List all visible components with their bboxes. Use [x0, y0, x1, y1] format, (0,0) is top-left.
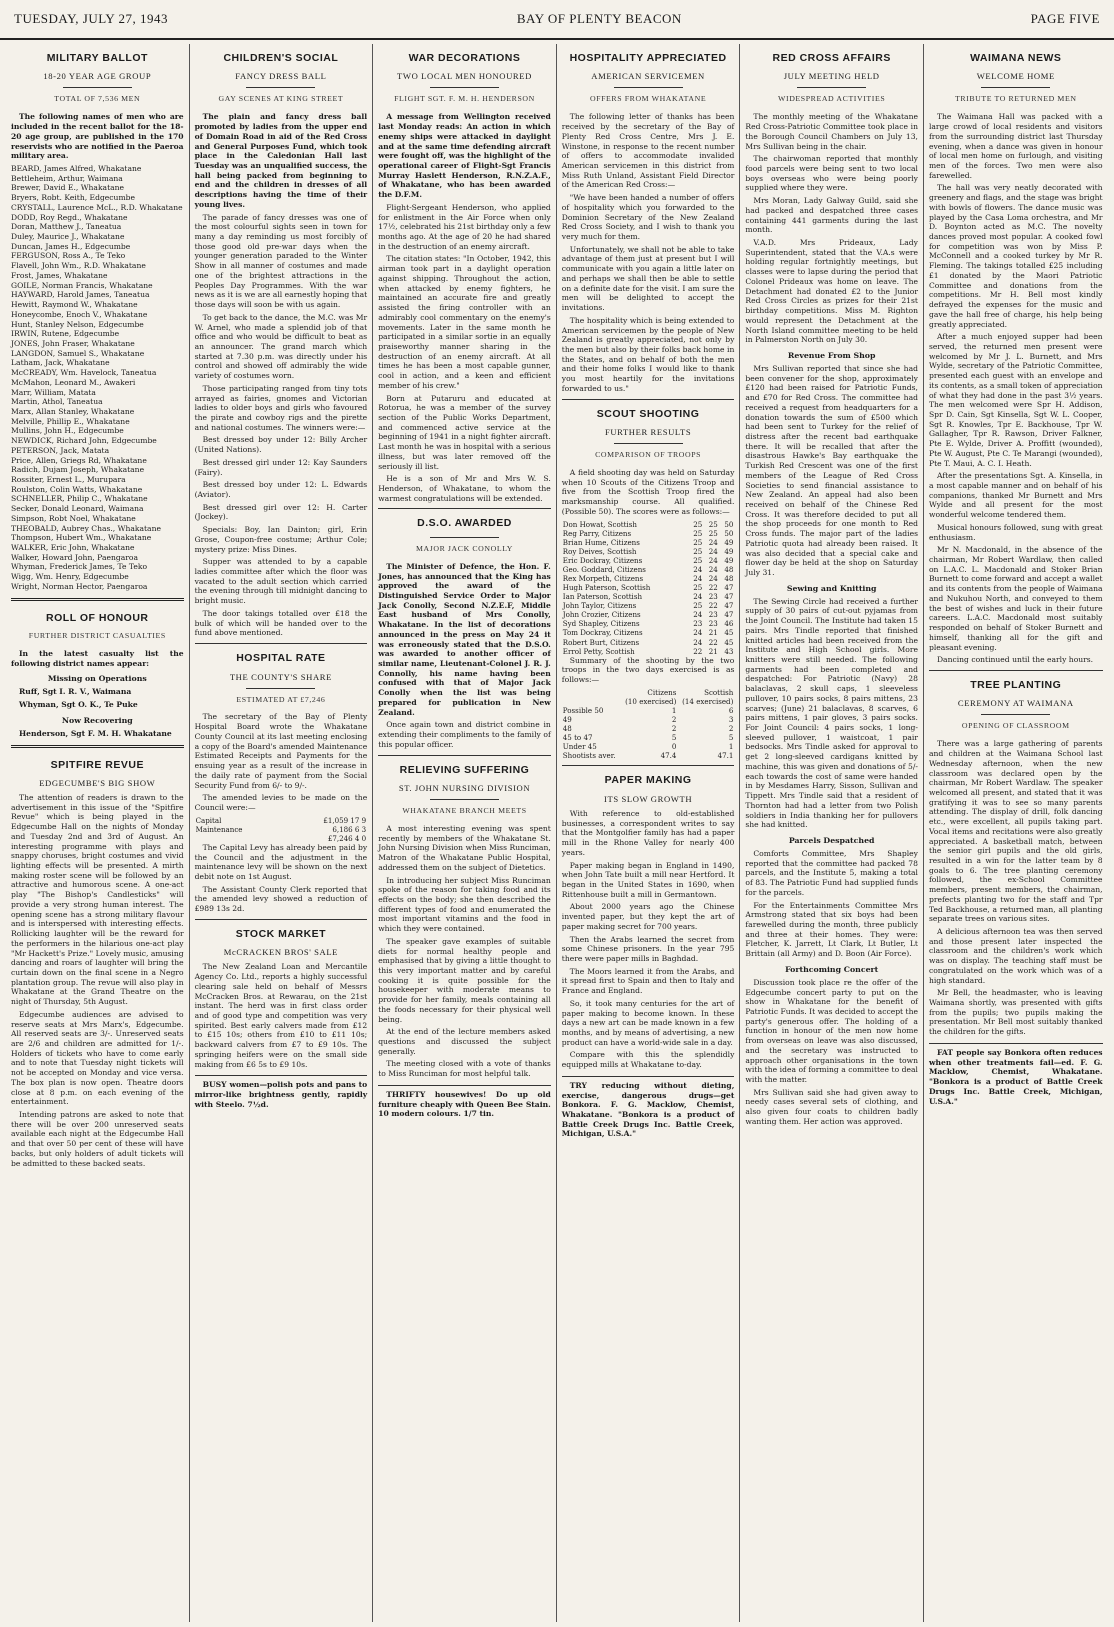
- score-row: [562, 610, 735, 619]
- article-paragraph: Supper was attended to by a capable ladies committee after which the floor was vacated to the adult section which carried the evening through till midnight dancing to bright music.: [194, 557, 368, 606]
- section-subheading: Sewing and Knitting: [786, 583, 877, 593]
- hospital-rate-headline: HOSPITAL RATE: [236, 652, 326, 665]
- summary-row: [562, 706, 735, 715]
- article-paragraph: The attention of readers is drawn to the advertisement in this issue of the "Spitfire Revue" which is being played in the Edgecumbe Hall on the nights of Monday and Tuesday 2nd and 3rd of August. An interesting programme with plays and snappy choruses, bright costumes and vivid lighting effects will be presented. A mirth making roster scene will be followed by an attractive and humorous scene. A one-act play "The Bishop's Candlesticks" will provide a very strong human interest. The opening scene has a strong military flavour and is interspersed with interesting effects. Rollicking laughter will be the reward for the performers in the hilarious one-act play "Mr Hackett's Prize." Lovely music, amusing dancing and roars of laughter will bring the curtain down on the final scene in a Negro plantation group. The revue will also play in Whakatane at the Grand Theatre on the night of Thursday, 5th August.: [11, 793, 184, 1007]
- ballot-name: Doran, Matthew J., Taneatua: [11, 222, 122, 232]
- ballot-name: WALKER, Eric John, Whakatane: [11, 543, 135, 553]
- ballot-name: Frost, James, Whakatane: [11, 270, 108, 280]
- summary-cell: 1: [671, 706, 677, 716]
- score-cell: 24: [708, 555, 718, 565]
- article-paragraph: Edgecumbe audiences are advised to reserve seats at Mrs Marx's, Edgecumbe. All reserved seats are 3/-. Unreserved seats are 2/6 and children are admitted for 1/-. Holders of tickets who have to come early and to note that Tuesday night tickets will not be accepted on Monday and vice versa. The box plan is now open. Theatre doors close at 8 p.m. on each evening of the entertainment.: [11, 1009, 184, 1107]
- war-decorations-deck: FLIGHT SGT. F. M. H. HENDERSON: [394, 94, 535, 104]
- red-cross-headline: RED CROSS AFFAIRS: [772, 52, 891, 64]
- divider: [11, 598, 184, 604]
- score-cell: Tom Dockray, Citizens: [562, 628, 643, 638]
- ballot-name: DODD, Roy Regd., Whakatane: [11, 212, 128, 222]
- article-paragraph: So, it took many centuries for the art of paper making to become known. In these days a new art can be made known in a few months, and by means of advertising, a new product can have a world-wide sale in a day.: [561, 998, 735, 1047]
- article-paragraph: He is a son of Mr and Mrs W. S. Henderson, of Whakatane, to whom the warmest congratulations will be extended.: [378, 474, 551, 503]
- article-paragraph: At the end of the lecture members asked questions and discussed the subject generally.: [378, 1027, 551, 1056]
- ballot-name: Latham, Jack, Whakatane: [11, 358, 110, 368]
- tree-planting-deck: OPENING OF CLASSROOM: [961, 721, 1070, 731]
- score-row: [562, 601, 735, 610]
- score-cell: Brian Hume, Citizens: [562, 537, 640, 547]
- score-row: [562, 628, 735, 637]
- ballot-name: THEOBALD, Aubrey Chas., Whakatane: [11, 523, 161, 533]
- levy-value: 6,186 6 3: [332, 824, 367, 834]
- spitfire-revue-headline: SPITFIRE REVUE: [50, 758, 144, 771]
- score-cell: 45: [724, 637, 734, 647]
- score-cell: 21: [708, 628, 718, 638]
- ballot-name: Martin, Athol, Taneatua: [11, 397, 103, 407]
- winner-entry: Best dressed girl over 12: H. Carter (Jockey).: [194, 502, 368, 522]
- article-paragraph: Born at Putaruru and educated at Rotorua, he was a member of the survey section of the Public Works Department, and commenced active service at the beginning of 1941 in a night fighter aircraft. Last month he was in hospital with a serious illness, but was later removed off the seriously ill list.: [378, 393, 551, 471]
- article-paragraph: A delicious afternoon tea was then served and those present later inspected the classroom and the children's work which was on display. The teaching staff must be congratulated on the work which was of a high standard.: [928, 927, 1103, 985]
- score-cell: 23: [693, 619, 703, 629]
- article-paragraph: The hall was very neatly decorated with greenery and flags, and the stage was bright with bowls of flowers. The dance music was played by the Casa Loma orchestra, and Mr D. Boynton acted as M.C. The novelty dances proved most popular. A cooked fowl for competition was won by Miss P. McConnell and a cooked turkey by Mr R. Fleming. The takings totalled £25 including £1 donated by the Maori Patriotic Committee and donations from the competitions. Mr H. Bell most kindly defrayed the expenses for the music and gave the hall free of charge, his help being greatly appreciated.: [928, 183, 1103, 329]
- article-paragraph: The chairwoman reported that monthly food parcels were being sent to two local boys overseas who were being poorly supplied where they were.: [745, 154, 918, 193]
- spitfire-revue-subhead: EDGECUMBE'S BIG SHOW: [39, 778, 156, 788]
- summary-cell: 47.4: [660, 751, 677, 761]
- relieving-suffering-headline: RELIEVING SUFFERING: [399, 763, 530, 776]
- summary-cell: 5: [671, 733, 677, 743]
- score-cell: 48: [724, 564, 734, 574]
- ballot-name: McCREADY, Wm. Havelock, Taneatua: [11, 368, 157, 378]
- article-paragraph: Summary of the shooting by the two troops in the two days exercised is as follows:—: [561, 655, 735, 685]
- score-cell: Errol Petty, Scottish: [562, 646, 635, 656]
- classified-ad: BUSY women—polish pots and pans to mirror-like brightness gently, rapidly with Steelo. 7½d.: [195, 1075, 368, 1109]
- ballot-name: GOILE, Norman Francis, Whakatane: [11, 280, 153, 290]
- section-subheading: Parcels Despatched: [788, 835, 875, 845]
- article-paragraph: "We have been handed a number of offers of hospitality which you forwarded to the Dominion Secretary of the New Zealand Red Cross Society, and I wish to thank you very much for them.: [561, 193, 735, 242]
- summary-cell: Shootists aver.: [562, 751, 616, 761]
- article-paragraph: The Capital Levy has already been paid by the Council and the adjustment in the maintenance levy will be shown on the next debit note on 1st August.: [194, 842, 368, 882]
- score-cell: Geo. Goddard, Citizens: [562, 564, 646, 574]
- ballot-name: Duley, Maurice J., Whakatane: [11, 232, 125, 242]
- ballot-name: Rossiter, Ernest L., Murupara: [11, 475, 126, 484]
- score-row: [562, 619, 735, 628]
- article-paragraph: For the Entertainments Committee Mrs Armstrong stated that six boys had been farewelled during the month, three publicly and three at their homes. They were: Fletcher, K. Jarrett, Lt Clark, Lt Butler, Lt Brittain (all Army) and D. Boon (Air Force).: [745, 900, 918, 959]
- score-cell: Don Howat, Scottish: [562, 519, 637, 529]
- ballot-name: Secker, Donald Leonard, Waimana: [11, 504, 144, 514]
- ballot-name: Honeycombe, Enoch V., Whakatane: [11, 309, 148, 319]
- summary-header: Scottish: [704, 687, 734, 697]
- casualty-name: Ruff, Sgt I. R. V., Waimana: [19, 687, 132, 697]
- levy-value: £1,059 17 9: [323, 815, 367, 825]
- article-paragraph: The Sewing Circle had received a further supply of 30 pairs of cut-out pyjamas from the Joint Council. The Institute had taken 15 pairs. Mrs Tindle reported that finished knitted articles had been received from the Institute and High School girls. More knitters were still needed. The following garments had been completed and despatched: For Patriotic (Navy) 28 balaclavas, 2 skull caps, 1 sleeveless pullover, 10 pairs socks, 8 pairs mittens, 23 scarves; (June) 21 balaclavas, 8 scarves, 6 pairs mittens, 1 pair gloves, 3 pairs socks. For Joint Council: 4 pairs socks, 1 long-sleeved pullover, 1 waistcoat, 1 pair bedsocks. Mrs Tindle asked for approval to get 2 long-sleeved cardigans knitted by machine, this was given and donations of 5/- each towards the cost of same were handed in by Mesdames Harry, Sisson, Sullivan and Tippett. Mrs Tindle said that a resident of Thornton had had a letter from two Polish soldiers in India thanking her for pullovers she had knitted.: [745, 596, 918, 830]
- article-paragraph: Those participating ranged from tiny tots arrayed as fairies, gnomes and Victorian ladies to older boys and girls who favoured the pirate and cowboy rigs and the pirette and national costumes. The winners were:—: [194, 383, 368, 432]
- article-paragraph: A field shooting day was held on Saturday when 10 Scouts of the Citizens Troop and five from the Scottish Troop fired the marksmanship course. All qualified. (Possible 50). The scores were as follows:—: [561, 467, 735, 516]
- ballot-name-list: [11, 164, 184, 592]
- article-paragraph: The monthly meeting of the Whakatane Red Cross-Patriotic Committee took place in the Borough Council Chambers on July 13, Mrs Sullivan being in the chair.: [745, 112, 918, 151]
- score-cell: 25: [708, 528, 718, 538]
- columns: [6, 44, 1108, 1622]
- military-ballot-headline: MILITARY BALLOT: [46, 52, 148, 64]
- ballot-name: Bettleheim, Arthur, Waimana: [11, 173, 123, 183]
- relieving-suffering-subhead: ST. JOHN NURSING DIVISION: [398, 782, 531, 793]
- casualty-category: Missing on Operations: [47, 674, 147, 684]
- score-row: [562, 529, 735, 538]
- article-paragraph: The Moors learned it from the Arabs, and it spread first to Spain and then to Italy and France and England.: [561, 966, 735, 996]
- article-paragraph: Paper making began in England in 1490, when John Tate built a mill near Hertford. It began in the United States in 1690, when Rittenhouse built a mill in Germantown.: [561, 860, 735, 899]
- hospital-rate-subhead: THE COUNTY'S SHARE: [229, 671, 332, 682]
- article-lead: A message from Wellington received last Monday reads: An action in which enemy ships were attacked in daylight and at the same time defending aircraft were fought off, was the highlight of the operational career of Flight-Sgt Francis Murray Haslett Henderson, R.N.Z.A.F., of Whakatane, who has been awarded the D.F.M.: [378, 112, 551, 200]
- summary-table: [562, 688, 735, 761]
- article-paragraph: Mr N. Macdonald, in the absence of the chairman, Mr Robert Wardlaw, then called on L.A.C. L. Macdonald and Stoker Brian Burnett to come forward and accept a wallet and its contents from the people of Waimana and Nukuhou North, and conveyed to them the best of wishes and luck in their future careers. L.A.C. Macdonald most suitably responded on behalf of Stoker Burnett and himself, thanking all for the gift and pleasant evening.: [928, 545, 1103, 652]
- article-paragraph: In introducing her subject Miss Runciman spoke of the reason for taking food and its effects on the body; she then described the different types of food and enumerated the most important vitamins and the food in which they were contained.: [378, 875, 551, 934]
- score-cell: 25: [693, 601, 703, 611]
- column-3: [373, 44, 557, 1622]
- score-cell: 50: [724, 528, 734, 538]
- article-paragraph: The amended levies to be made on the Council were:—: [194, 793, 368, 812]
- scout-shooting-headline: SCOUT SHOOTING: [596, 407, 700, 420]
- column-6: [924, 44, 1108, 1622]
- score-cell: 25: [693, 546, 703, 556]
- waimana-news-headline: WAIMANA NEWS: [970, 52, 1062, 64]
- waimana-news-deck: TRIBUTE TO RETURNED MEN: [954, 94, 1077, 104]
- summary-row: [562, 715, 735, 724]
- ballot-name: Wright, Norman Hector, Paengaroa: [11, 581, 148, 591]
- masthead: [0, 0, 1114, 40]
- article-paragraph: Mrs Sullivan reported that since she had been convener for the shop, approximately £120 had been raised for Patriotic Funds, and £70 for Red Cross. The committee had received a request from headquarters for a donation towards the sum of £500 which had been sent to Turkey for the relief of distress after the recent bad earthquake there. It will be recalled that after the disastrous Hawke's Bay earthquake the Turkish Red Crescent was one of the first members of the League of Red Cross Societies to send financial assistance to New Zealand. An appeal had also been received on behalf of the Chinese Red Cross. It was therefore decided to put all the shop proceeds for one month to Red Cross funds. The major part of the ladies Patriotic quota had already been raised. It was also decided that a special cake and flower day be held at the shop on Saturday July 31.: [745, 363, 918, 577]
- winner-entry: Best dressed girl under 12: Kay Saunders (Fairy).: [194, 457, 368, 477]
- article-paragraph: The Assistant County Clerk reported that the amended levy showed a reduction of £989 13s 2d.: [194, 884, 368, 914]
- column-4: [557, 44, 741, 1622]
- article-lead: The plain and fancy dress ball promoted by ladies from the upper end of Domain Road in aid of the Red Cross and General Purposes Fund, which took place in the Caledonian Hall last Tuesday was an unqualified success, the hall being packed from beginning to end and the children in dresses of all descriptions having the time of their young lives.: [194, 112, 368, 209]
- ballot-name: LANGDON, Samuel S., Whakatane: [11, 348, 145, 358]
- military-ballot-subhead: 18-20 YEAR AGE GROUP: [43, 71, 152, 82]
- ballot-name: Wigg, Wm. Henry, Edgecumbe: [11, 572, 129, 582]
- ballot-name: NEWDICK, Richard John, Edgecumbe: [11, 436, 157, 446]
- score-cell: Syd Shapley, Citizens: [562, 619, 640, 629]
- article-paragraph: With reference to old-established businesses, a correspondent writes to say that the Montgolfier family has had a paper mill in the Rhone Valley for nearly 400 years.: [561, 808, 735, 857]
- war-decorations-subhead: TWO LOCAL MEN HONOURED: [397, 71, 532, 82]
- score-cell: 22: [693, 646, 703, 656]
- levy-total: £7,246 4 0: [327, 833, 367, 843]
- score-row: [562, 592, 735, 601]
- summary-row: [562, 724, 735, 733]
- score-cell: John Taylor, Citizens: [562, 601, 637, 611]
- score-row: [562, 647, 735, 656]
- score-cell: Rex Morpeth, Citizens: [562, 574, 644, 583]
- summary-cell: 48: [562, 724, 572, 734]
- paper-making-headline: PAPER MAKING: [604, 774, 692, 787]
- article-paragraph: The following letter of thanks has been received by the secretary of the Bay of Plenty Red Cross Centre, Mrs J. E. Winstone, in response to the recent number of offers to accommodate invalided American servicemen in this district from Miss Ruth Unland, Assistant Field Director of the American Red Cross:—: [561, 112, 735, 190]
- stock-market-headline: STOCK MARKET: [235, 927, 327, 940]
- score-cell: 24: [693, 564, 703, 574]
- score-cell: 24: [693, 610, 703, 620]
- score-cell: Eric Dockray, Citizens: [562, 555, 643, 565]
- score-cell: 49: [724, 537, 734, 547]
- childrens-social-subhead: FANCY DRESS BALL: [235, 71, 327, 82]
- casualty-category: Now Recovering: [61, 715, 133, 725]
- article-paragraph: Then the Arabs learned the secret from some Chinese prisoners. In the year 795 there were paper mills in Baghdad.: [561, 934, 735, 963]
- issue-date: TUESDAY, JULY 27, 1943: [14, 11, 169, 26]
- ballot-name: Marx, Allan Stanley, Whakatane: [11, 406, 135, 416]
- summary-cell: Possible 50: [562, 706, 604, 716]
- article-paragraph: After a much enjoyed supper had been served, the returned men present were welcomed by Mr J. L. Burnett, and Mrs Wylde, secretary of the Patriotic Committee, presented each guest with an envelope and its contents, as a small token of appreciation of what they had done in the past 3½ years. The men welcomed were Spr H. Addison, Spr D. Cain, Sgt Kinsella, Sgt W. L. Cooper, Sgt R. Knowles, Tpr E. Backhouse, Tpr W. Gallagher, Tpr R. Rawson, Driver Falkner, Pte E. Wylde, Driver A. Proffitt (wounded), Pte W. August, Pte C. Te Marangi (wounded), Pte T. Maui, A. C. I. Heath.: [928, 332, 1103, 468]
- score-row: [562, 583, 735, 592]
- classified-ad: THRIFTY housewives! Do up old furniture cheaply with Queen Bee Stain. 10 modern colours. 1/7 tin.: [378, 1085, 551, 1119]
- levy-table: [195, 816, 368, 843]
- article-paragraph: The speaker gave examples of suitable diets for normal healthy people and emphasised that by giving a little thought to this very important matter and by careful cooking it is quite possible for the housekeeper with moderate means to provide for her family, meals containing all the foods necessary for their physical well being.: [378, 936, 551, 1024]
- article-paragraph: A most interesting evening was spent recently by members of the Whakatane St. John Nursing Division when Miss Runciman, Matron of the Whakatane Public Hospital, addressed them on the subject of Dietetics.: [378, 823, 551, 872]
- article-paragraph: Mrs Sullivan said she had given away to needy cases several sets of clothing, and also given four coats to children badly wanting them. Her action was approved.: [745, 1087, 918, 1126]
- paper-making-subhead: ITS SLOW GROWTH: [604, 793, 693, 804]
- score-cell: 47: [724, 592, 734, 602]
- score-cell: 46: [724, 619, 734, 629]
- score-cell: 23: [708, 610, 718, 620]
- article-lead: The Minister of Defence, the Hon. F. Jones, has announced that the King has approved the award of the Distinguished Service Order to Major Jack Conolly, Second N.Z.E.F, Middle East husband of Mrs Conolly, Whakatane. In the list of decorations announced in the press on May 24 it was erroneously stated that the D.S.O. was awarded to another officer of similar name, Lieutenant-Colonel J. R. J. Connolly, his name having been confused with that of Major Jack Conolly when the list was being prepared for publication in New Zealand.: [378, 561, 551, 717]
- divider: [11, 745, 184, 751]
- score-cell: 48: [724, 574, 734, 583]
- summary-cell: 5: [728, 733, 734, 743]
- classified-ad: TRY reducing without dieting, exercise, dangerous drugs—get Bonkora. F. G. Macklow, Chemist, Whakatane. "Bonkora is a product of Battle Creek Drugs Inc. Battle Creek, Michigan, U.S.A.": [562, 1076, 735, 1139]
- column-1: [6, 44, 190, 1622]
- article-paragraph: Unfortunately, we shall not be able to take advantage of them just at present but I will communicate with you again a little later on and perhaps we shall then be able to settle on a definite date for the visit. I am sure the men will be delighted to accept the invitations.: [561, 244, 735, 313]
- ballot-name: Duncan, James H., Edgecumbe: [11, 241, 131, 251]
- summary-row: [562, 742, 735, 751]
- article-paragraph: Compare with this the splendidly equipped mills at Whakatane to-day.: [561, 1050, 735, 1070]
- score-cell: 22: [708, 601, 718, 611]
- article-paragraph: Discussion took place re the offer of the Edgecumbe concert party to put on the show in Whakatane for the benefit of Patriotic Funds. It was decided to accept the party's generous offer. The holding of a function in honour of the men now home from overseas on leave was also discussed, and the secretary was instructed to approach other organisations in the town with the idea of forming a committee to deal with the matter.: [745, 977, 918, 1084]
- score-row: [562, 556, 735, 565]
- dso-awarded-subhead: MAJOR JACK CONOLLY: [415, 543, 514, 553]
- article-paragraph: After the presentations Sgt. A. Kinsella, in a most capable manner and on behalf of his companions, thanked Mr Burnett and Mrs Wylde and all present for the most wonderful welcome tendered them.: [928, 471, 1103, 520]
- summary-cell: 49: [562, 715, 572, 725]
- military-ballot-intro: The following names of men who are included in the recent ballot for the 18-20 age group, are published in the 170 reservists who are notified in the Paeroa military area.: [11, 112, 184, 161]
- levy-label: Capital: [195, 815, 222, 825]
- levy-label: Maintenance: [195, 824, 243, 834]
- article-paragraph: Intending patrons are asked to note that there will be over 200 unreserved seats available each night at the Edgecumbe Hall and that over 50 per cent of these will have backs, but only holders of adult tickets will be admitted to these backed seats.: [11, 1110, 184, 1168]
- casualty-name: Whyman, Sgt O. K., Te Puke: [19, 700, 138, 710]
- ballot-name: Price, Allen, Griegs Rd, Whakatane: [11, 455, 147, 465]
- score-cell: 43: [724, 646, 734, 656]
- ballot-name: HAYWARD, Harold James, Taneatua: [11, 290, 150, 300]
- score-cell: 47: [724, 583, 734, 593]
- summary-cell: 2: [728, 724, 734, 734]
- score-cell: 23: [708, 619, 718, 629]
- ballot-name: Simpson, Robt Noel, Whakatane: [11, 513, 136, 523]
- article-paragraph: The parade of fancy dresses was one of the most colourful sights seen in town for many a day reminding us most forcibly of those good old pre-war days when the younger generation paraded to the Winter Show in all manner of costumes and made one of the brightest attractions in the Peoples Day Programmes. With the war news as it is we are all earnestly hoping that those days will soon be with us again.: [194, 212, 368, 310]
- summary-cell: 6: [728, 706, 734, 716]
- classified-ad: FAT people say Bonkora often reduces when other treatments fail—ed. F. G. Macklow, Chemist, Whakatane. "Bonkora is a product of Battle Creek Drugs Inc. Battle Creek, Michigan, U.S.A.": [929, 1043, 1103, 1106]
- summary-row: [562, 751, 735, 760]
- stock-market-subhead: McCRACKEN BROS' SALE: [223, 947, 339, 958]
- score-cell: 24: [693, 628, 703, 638]
- score-cell: 24: [708, 546, 718, 556]
- ballot-name: McMahon, Leonard M., Awakeri: [11, 377, 136, 387]
- score-cell: John Crozier, Citizens: [562, 610, 641, 620]
- score-cell: Ian Paterson, Scottish: [562, 592, 643, 602]
- score-cell: 24: [708, 564, 718, 574]
- ballot-name: Thompson, Hubert Wm., Whakatane: [11, 533, 152, 543]
- ballot-name: Flavell, John Wm., R.D. Whakatane: [11, 261, 146, 271]
- section-subheading: Revenue From Shop: [787, 350, 876, 360]
- ballot-name: JONES, John Fraser, Whakatane: [11, 338, 135, 348]
- article-paragraph: Comforts Committee, Mrs Shapley reported that the committee had packed 78 parcels, and the Institute 5, making a total of 83. The Patriotic Fund had supplied funds for the parcels.: [745, 848, 918, 897]
- summary-cell: 3: [728, 715, 734, 725]
- childrens-social-deck: GAY SCENES AT KING STREET: [218, 94, 344, 104]
- score-row: [562, 565, 735, 574]
- score-cell: 24: [708, 537, 718, 547]
- childrens-social-headline: CHILDREN'S SOCIAL: [223, 52, 339, 64]
- summary-cell: 0: [671, 742, 677, 752]
- score-cell: 24: [693, 574, 703, 583]
- article-paragraph: The door takings totalled over £18 the bulk of which will be handed over to the fund above mentioned.: [194, 608, 368, 638]
- ballot-name: Radich, Dujam Joseph, Whakatane: [11, 465, 145, 475]
- article-paragraph: The New Zealand Loan and Mercantile Agency Co. Ltd., reports a highly successful clearing sale held on behalf of Messrs McCracken Bros. at Rewarau, on the 21st instant. The herd was in first class order and of good type and competition was very spirited. Best early calvers made from £12 to £15 10s; others from £10 to £11 10s; backward calvers from £7 to £9 10s. The springing heifers were on the small side making from £6 5s to £9 10s.: [194, 962, 368, 1069]
- article-paragraph: Musical honours followed, sung with great enthusiasm.: [928, 522, 1103, 542]
- score-cell: Robert Burt, Citizens: [562, 637, 640, 647]
- ballot-name: PETERSON, Jack, Matata: [11, 445, 110, 455]
- military-ballot-deck: TOTAL OF 7,536 MEN: [54, 94, 141, 104]
- score-cell: 25: [693, 555, 703, 565]
- page-number: PAGE FIVE: [1030, 11, 1100, 26]
- score-cell: 49: [724, 555, 734, 565]
- score-cell: 25: [708, 519, 718, 529]
- score-cell: Roy Deives, Scottish: [562, 546, 637, 556]
- score-cell: 50: [724, 519, 734, 529]
- article-paragraph: Mr Bell, the headmaster, who is leaving Waimana shortly, was presented with gifts from the pupils; two pupils making the presentation. Mr Bell most suitably thanked the children for the gifts.: [928, 988, 1103, 1037]
- hospitality-headline: HOSPITALITY APPRECIATED: [569, 52, 727, 64]
- dso-awarded-headline: D.S.O. AWARDED: [417, 517, 512, 530]
- score-cell: 45: [724, 628, 734, 638]
- score-cell: 47: [724, 601, 734, 611]
- article-paragraph: The hospitality which is being extended to American servicemen by the people of New Zealand is greatly appreciated, not only by the men but also by their folks back home in the States, and on behalf of both the men and their home folks I would like to thank you most heartily for the invitations forwarded to us.": [561, 315, 735, 393]
- column-5: [740, 44, 924, 1622]
- score-cell: 24: [693, 592, 703, 602]
- roll-of-honour-intro: In the latest casualty list the following district names appear:: [11, 649, 184, 668]
- section-subheading: Forthcoming Concert: [785, 964, 879, 974]
- article-paragraph: The meeting closed with a vote of thanks to Miss Runciman for most helpful talk.: [378, 1059, 551, 1079]
- ballot-name: FERGUSON, Ross A., Te Teko: [11, 251, 126, 261]
- ballot-name: Walker, Howard John, Paengaroa: [11, 552, 138, 562]
- score-cell: Hugh Paterson, Scottish: [562, 583, 651, 593]
- article-paragraph: The Waimana Hall was packed with a large crowd of local residents and visitors from the surrounding district last Thursday evening, when a dance was given in honour of local men home on furlough, and visiting men of the forces. Two men were also farewelled.: [928, 112, 1103, 180]
- summary-header: (10 exercised): [625, 696, 677, 706]
- article-paragraph: There was a large gathering of parents and children at the Waimana School last Wednesday afternoon, when the new classroom was declared open by the chairman, Mr Robert Wardlaw. The speaker welcomed all present, and stated that it was gratifying it was to see so many parents attending. The display of drill, folk dancing etc., were excellent, all pupils taking part. Vocal items and recitations were also greatly appreciated. A basketball match, between the senior girl pupils and the old girls, resulted in a win for the latter team by 8 goals to 6. The tree planting ceremony followed, the ex-School Committee members, present members, the chairman, prefects planting two for the staff and Tpr Ted Backhouse, a returned man, all planting separate trees on various sites.: [928, 739, 1103, 924]
- article-paragraph: Mrs Moran, Lady Galway Guild, said she had packed and despatched three cases containing 441 garments during the last month.: [745, 196, 918, 235]
- ballot-name: SCHNELLER, Philip C., Whakatane: [11, 494, 148, 504]
- scout-shooting-deck: COMPARISON OF TROOPS: [595, 449, 702, 459]
- score-cell: 23: [708, 592, 718, 602]
- ballot-name: Roulston, Colin Watts, Whakatane: [11, 484, 143, 494]
- article-paragraph: The secretary of the Bay of Plenty Hospital Board wrote the Whakatane County Council at its last meeting enclosing a copy of the Board's amended Maintenance Estimated Receipts and Payments for the ensuing year as a result of the increase in the daily rate of payment from the Social Security Fund from 6/- to 9/-.: [194, 712, 368, 790]
- summary-cell: 45 to 47: [562, 733, 593, 743]
- ballot-name: Marr, William, Matata: [11, 387, 96, 397]
- score-cell: 24: [693, 637, 703, 647]
- summary-cell: 1: [728, 742, 734, 752]
- ballot-name: BEARD, James Alfred, Whakatane: [11, 164, 142, 173]
- score-cell: 47: [724, 610, 734, 620]
- score-row: [562, 574, 735, 583]
- score-row: [562, 538, 735, 547]
- score-cell: 49: [724, 546, 734, 556]
- roll-of-honour-subhead: FURTHER DISTRICT CASUALTIES: [28, 631, 166, 641]
- score-row: [562, 547, 735, 556]
- hospitality-deck: OFFERS FROM WHAKATANE: [589, 94, 707, 104]
- tree-planting-subhead: CEREMONY AT WAIMANA: [957, 698, 1074, 709]
- ballot-name: Whyman, Frederick James, Te Teko: [11, 562, 148, 572]
- score-cell: 25: [693, 583, 703, 593]
- ballot-name: IRWIN, Rutene, Edgecumbe: [11, 329, 120, 339]
- score-cell: 21: [708, 646, 718, 656]
- relieving-suffering-deck: WHAKATANE BRANCH MEETS: [402, 805, 527, 815]
- score-row: [562, 520, 735, 529]
- score-cell: 25: [693, 528, 703, 538]
- war-decorations-headline: WAR DECORATIONS: [408, 52, 521, 64]
- summary-header: (14 exercised): [682, 696, 734, 706]
- summary-cell: Under 45: [562, 742, 597, 752]
- article-paragraph: Flight-Sergeant Henderson, who applied for enlistment in the Air Force when only 17½, celebrated his 21st birthday only a few months ago. At the age of 20 he had shared in the destruction of an enemy aircraft.: [378, 202, 551, 251]
- winner-entry: Best dressed boy under 12: Billy Archer (United Nations).: [194, 435, 368, 455]
- score-cell: 25: [693, 537, 703, 547]
- ballot-name: Bryers, Robt. Keith, Edgecumbe: [11, 193, 135, 203]
- ballot-name: Hunt, Stanley Nelson, Edgecumbe: [11, 319, 144, 329]
- roll-of-honour-headline: ROLL OF HONOUR: [46, 611, 149, 624]
- casualty-name: Henderson, Sgt F. M. H. Whakatane: [19, 728, 172, 738]
- summary-cell: 2: [671, 724, 677, 734]
- article-paragraph: V.A.D. Mrs Prideaux, Lady Superintendent, stated that the V.A.s were holding regular fortnightly meetings, but classes were to lapse during the period that Colonel Prideaux was home on leave. The Detachment had donated £2 to the Junior Red Cross Circles as prizes for their 21st birthday competitions. Miss M. Righton would represent the Detachment at the North Island committee meeting to be held in Palmerston North on July 30.: [745, 238, 918, 345]
- winner-entry: Specials: Boy, Ian Dainton; girl, Erin Grose, Coupon-free costume; Arthur Cole; mystery prize: Miss Dines.: [194, 525, 368, 554]
- article-paragraph: Dancing continued until the early hours.: [936, 655, 1094, 665]
- article-paragraph: About 2000 years ago the Chinese invented paper, but they kept the art of paper making secret for 700 years.: [561, 902, 735, 931]
- score-cell: Reg Parry, Citizens: [562, 528, 632, 538]
- ballot-name: CRYSTALL, Laurence McL., R.D. Whakatane: [11, 202, 183, 212]
- score-cell: 22: [708, 637, 718, 647]
- tree-planting-headline: TREE PLANTING: [970, 678, 1062, 691]
- article-paragraph: The citation states: "In October, 1942, this airman took part in a daylight operation against shipping. Throughout the action, when attacked by enemy fighters, he maintained an accurate fire and greatly assisted the firing controller with an admirably cool commentary on the enemy's movements. Later in the same month he participated in a similar sortie in an equally praiseworthy manner sharing in the destruction of an enemy aircraft. At all times he has been a most capable gunner, cool in action, and a keen and efficient member of his crew.": [378, 254, 551, 390]
- scores-table: [562, 520, 735, 656]
- summary-cell: 47.1: [717, 751, 734, 761]
- score-cell: 25: [693, 519, 703, 529]
- score-row: [562, 638, 735, 647]
- summary-row: [562, 733, 735, 742]
- red-cross-subhead: JULY MEETING HELD: [783, 71, 880, 82]
- scout-shooting-subhead: FURTHER RESULTS: [604, 426, 692, 437]
- summary-cell: 2: [671, 715, 677, 725]
- hospitality-subhead: AMERICAN SERVICEMEN: [591, 71, 705, 82]
- ballot-name: Hewitt, Raymond W., Whakatane: [11, 300, 138, 310]
- score-cell: 24: [708, 574, 718, 583]
- article-paragraph: To get back to the dance, the M.C. was Mr W. Arnel, who made a splendid job of that office and who would be difficult to beat as an announcer. The grand march which started at 7.30 p.m. was directly under his control and showed off admirably the wide variety of costumes worn.: [194, 312, 368, 381]
- ballot-name: Mullins, John H., Edgecumbe: [11, 426, 124, 436]
- ballot-name: Melville, Phillip E., Whakatane: [11, 416, 130, 426]
- hospital-rate-deck: ESTIMATED AT £7,246: [236, 694, 326, 704]
- ballot-name: Brewer, David E., Whakatane: [11, 183, 125, 193]
- article-paragraph: Once again town and district combine in extending their compliments to the family of this popular officer.: [378, 720, 551, 749]
- waimana-news-subhead: WELCOME HOME: [976, 71, 1055, 82]
- summary-header: Citizens: [647, 687, 677, 697]
- red-cross-deck: WIDESPREAD ACTIVITIES: [778, 94, 886, 104]
- column-2: [190, 44, 374, 1622]
- paper-name: BAY OF PLENTY BEACON: [516, 11, 682, 26]
- winner-entry: Best dressed boy under 12: L. Edwards (Aviator).: [194, 480, 368, 499]
- score-cell: 22: [708, 583, 718, 593]
